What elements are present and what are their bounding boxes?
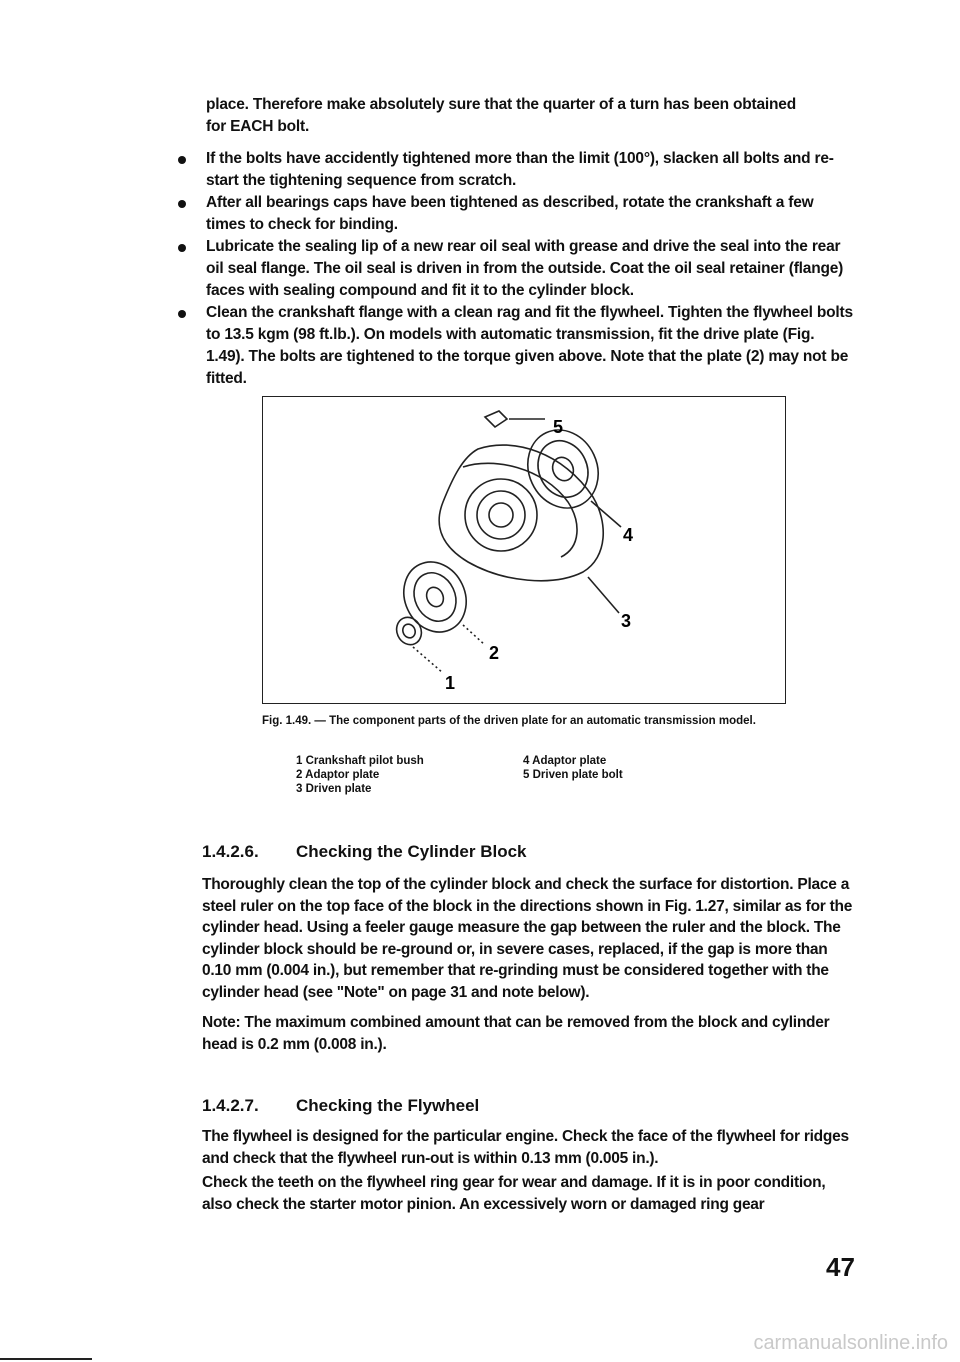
continuation-line-2: for EACH bolt. — [206, 118, 310, 135]
bullet-item-1 — [206, 148, 856, 192]
pilot-bush-inner — [401, 622, 418, 640]
section-body: Check the teeth on the flywheel ring gear for wear and damage. If it is in poor condition, also check the starter motor pinion. An excessively worn or damaged ring gear — [202, 1174, 826, 1213]
bullet-text: After all bearings caps have been tightened as described, rotate the crankshaft a few times to check for binding. — [206, 194, 814, 233]
legend-item: 5 Driven plate bolt — [523, 769, 623, 781]
callout-1: 1 — [445, 673, 456, 693]
bullet-item-3 — [206, 236, 856, 302]
watermark: carmanualsonline.info — [753, 1332, 948, 1354]
bullet-text: Clean the crankshaft flange with a clean rag and fit the flywheel. Tighten the flywheel bolts to 13.5 kgm (98 ft.lb.). On models with automatic transmission, fit the drive plate (Fig. 1.49). The bolts are tightened to the torque given above. Note that the plate (2) may not be fitted. — [206, 304, 853, 387]
section-title: Checking the Cylinder Block — [296, 842, 527, 861]
leader-line-2 — [463, 625, 485, 645]
section-note — [202, 1012, 858, 1055]
footer-rule — [0, 1358, 92, 1360]
section-heading-cylinder-block — [202, 842, 527, 862]
bullet-icon — [178, 200, 186, 208]
driven-plate-exploded-diagram — [263, 397, 784, 702]
callout-5: 5 — [553, 417, 564, 437]
figure-frame — [262, 396, 786, 704]
section-title: Checking the Flywheel — [296, 1096, 480, 1115]
callout-3: 3 — [621, 611, 632, 631]
leader-line-3 — [588, 577, 619, 613]
adaptor-plate-2-outer — [393, 552, 478, 643]
callout-2: 2 — [489, 643, 500, 663]
note-text: The maximum combined amount that can be removed from the block and cylinder head is 0.2 mm (0.008 in.). — [202, 1014, 830, 1053]
bullet-icon — [178, 156, 186, 164]
note-label: Note: — [202, 1014, 241, 1031]
driven-plate-center-ring — [465, 479, 537, 551]
section-body: Thoroughly clean the top of the cylinder block and check the surface for distortion. Place a steel ruler on the top face of the block in the directions shown in Fig. 1.27, similar as for the cylinder head. Using a feeler gauge measure the gap between the ruler and the block. The cylinder block should be re-ground or, in severe cases, replaced, if the gap is more than 0.10 mm (0.004 in.), but remember that re-grinding must be considered together with the cylinder head (see "Note" on page 31 and note below). — [202, 876, 853, 1001]
callout-4: 4 — [623, 525, 634, 545]
figure-caption: Fig. 1.49. — The component parts of the driven plate for an automatic transmission model. — [262, 715, 756, 727]
driven-plate-rim — [463, 463, 577, 557]
section-number: 1.4.2.7. — [202, 1096, 259, 1115]
figure-legend-right — [523, 754, 623, 782]
leader-line-4 — [591, 501, 621, 527]
leader-line-1 — [413, 647, 443, 673]
bullet-icon — [178, 310, 186, 318]
bullet-text: Lubricate the sealing lip of a new rear oil seal with grease and drive the seal into the rear oil seal flange. The oil seal is driven in from the outside. Coat the oil seal retainer (flange) faces with sealing compound and fit it to the cylinder block. — [206, 238, 844, 299]
legend-item: 2 Adaptor plate — [296, 769, 380, 781]
section-heading-flywheel — [202, 1096, 479, 1116]
legend-item: 1 Crankshaft pilot bush — [296, 755, 424, 767]
section-number: 1.4.2.6. — [202, 842, 259, 861]
legend-item: 3 Driven plate — [296, 783, 372, 795]
adaptor-plate-2-hole — [424, 585, 447, 610]
driven-plate-hub — [489, 503, 513, 527]
bullet-text: If the bolts have accidently tightened more than the limit (100°), slacken all bolts and re-start the tightening sequence from scratch. — [206, 150, 834, 189]
driven-plate-bolt-head — [485, 411, 507, 427]
figure-legend-left — [296, 754, 424, 796]
section-body: The flywheel is designed for the particular engine. Check the face of the flywheel for ridges and check that the flywheel run-out is within 0.13 mm (0.005 in.). — [202, 1128, 849, 1167]
driven-plate-outline — [439, 445, 603, 581]
adaptor-plate-2-inner — [406, 566, 463, 628]
pilot-bush-outer — [392, 613, 426, 649]
bullet-item-4 — [206, 302, 856, 390]
bullet-icon — [178, 244, 186, 252]
legend-item: 4 Adaptor plate — [523, 755, 607, 767]
driven-plate-center-inner — [477, 491, 525, 539]
continuation-line-1: place. Therefore make absolutely sure that the quarter of a turn has been obtained — [206, 96, 796, 113]
bullet-item-2 — [206, 192, 856, 236]
page-number: 47 — [826, 1252, 855, 1282]
